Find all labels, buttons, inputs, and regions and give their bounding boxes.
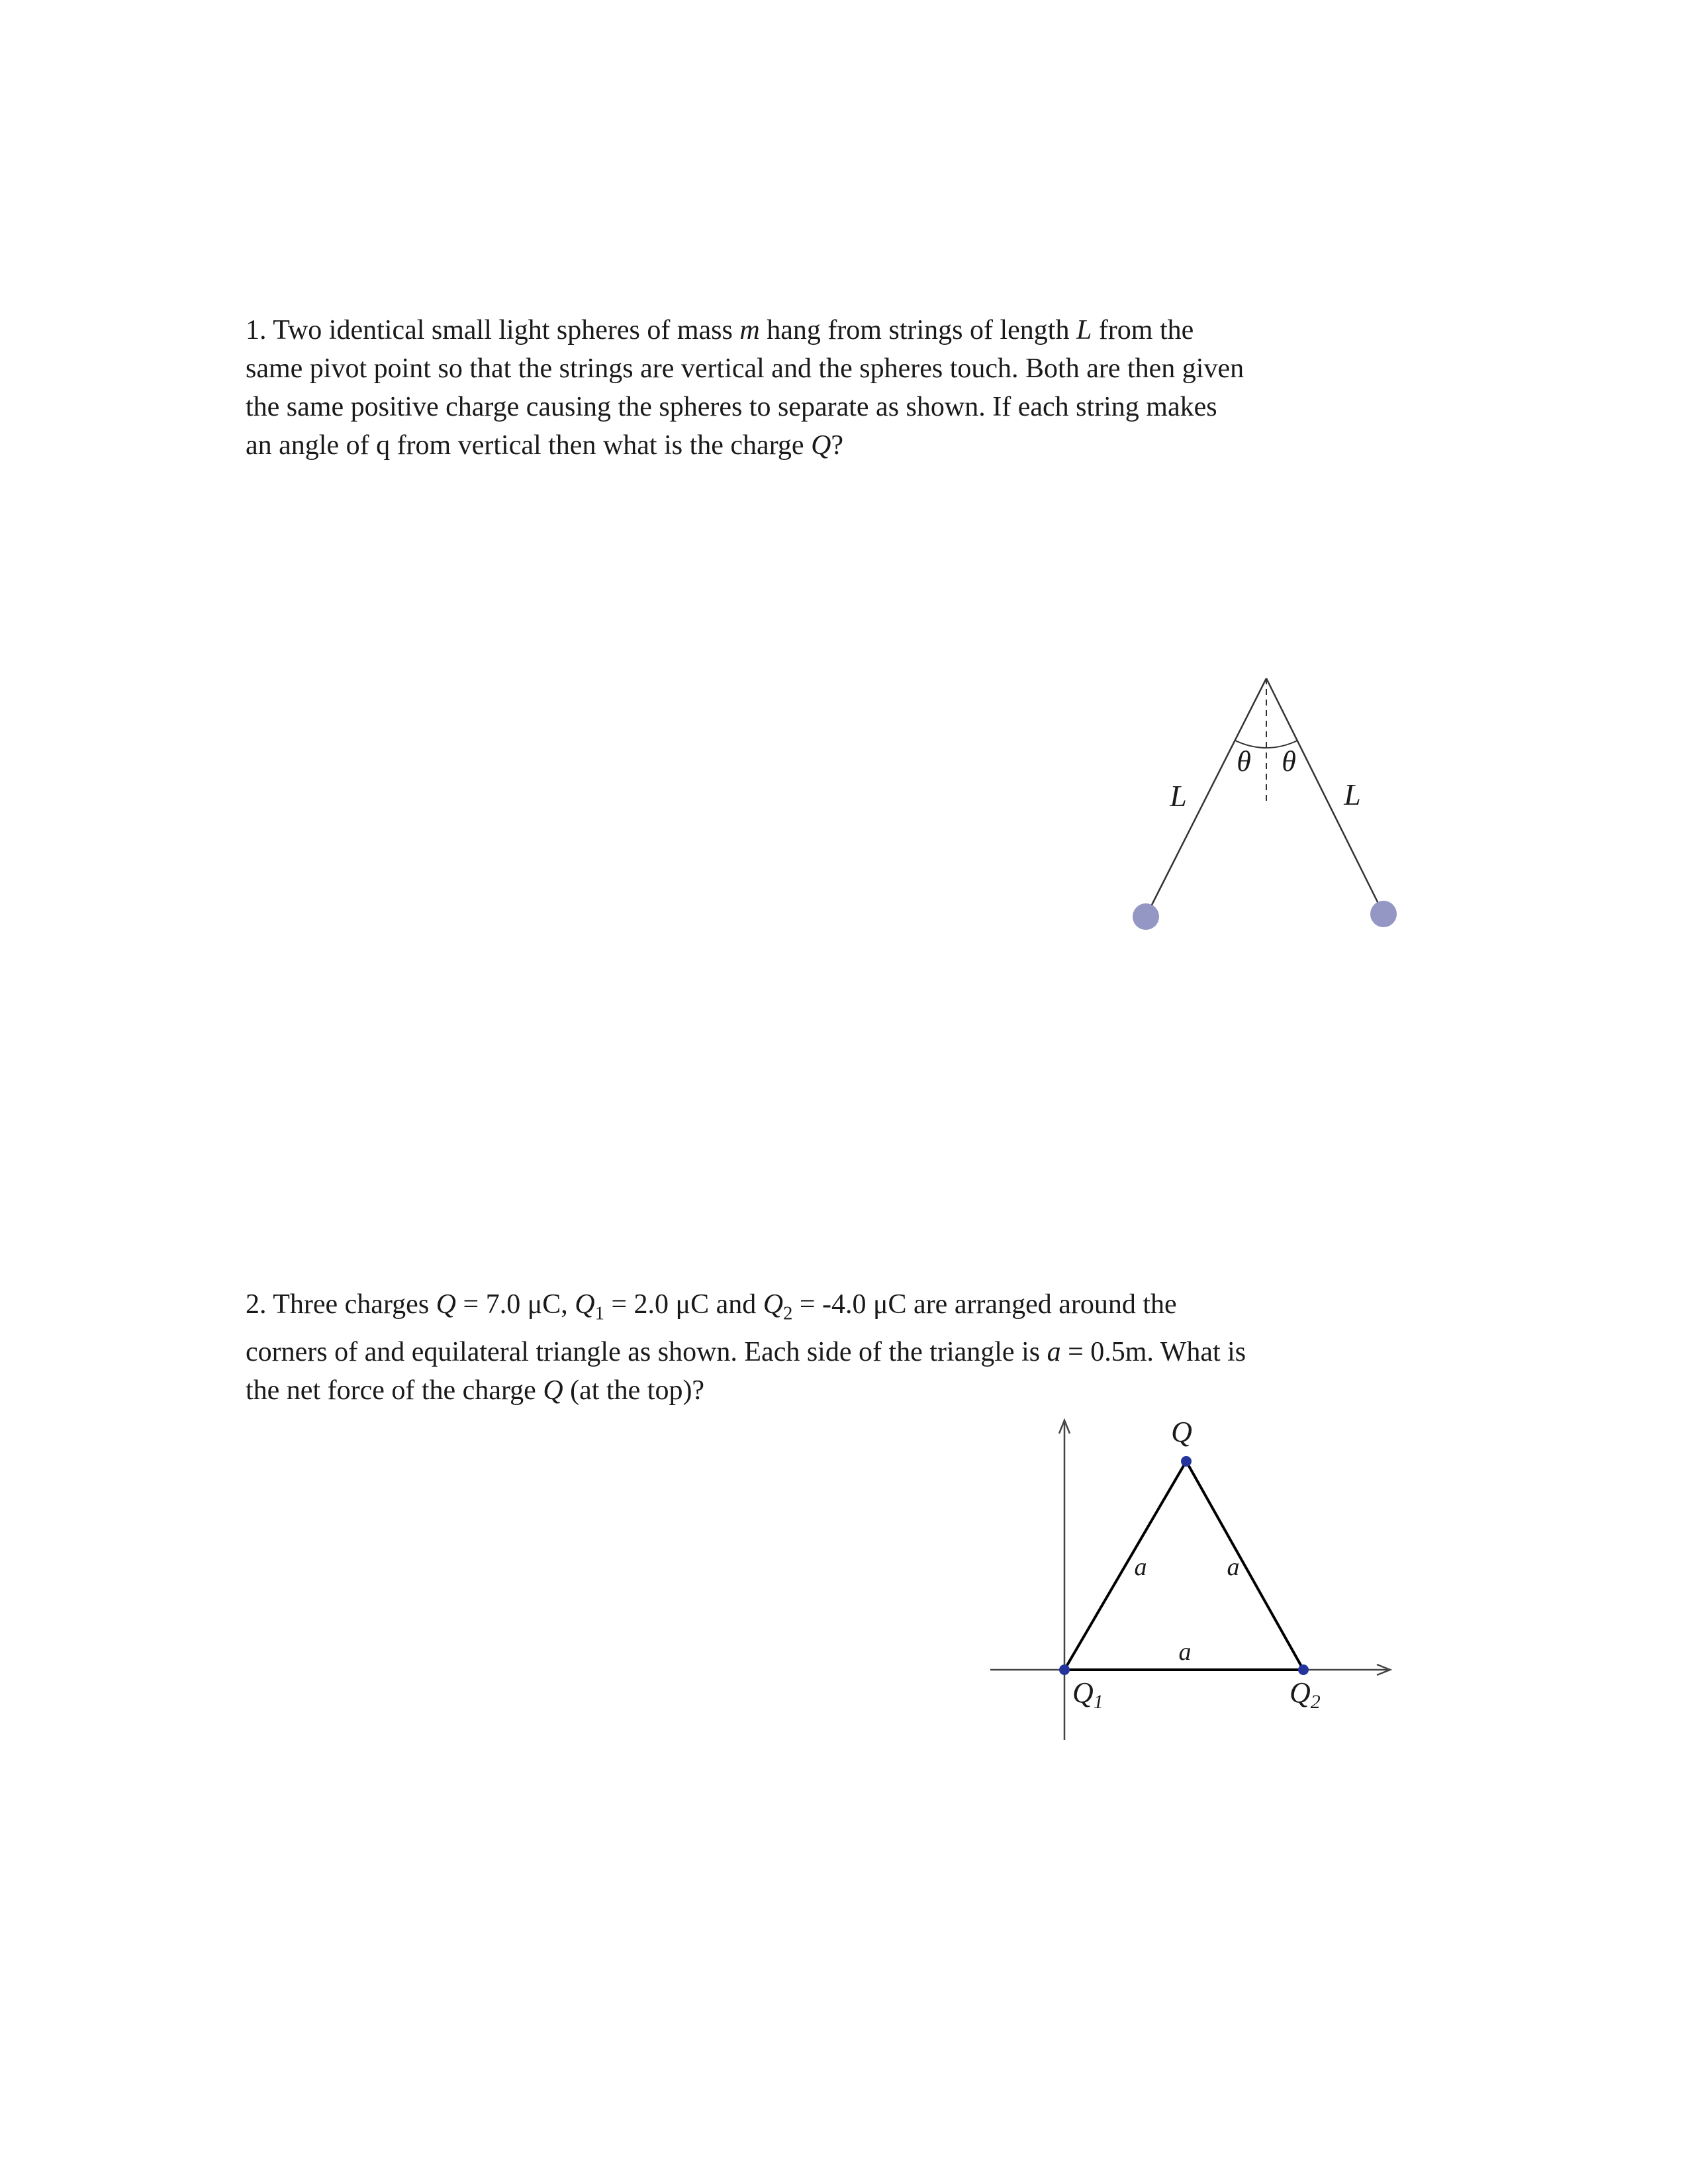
side-label-left: a [1134, 1553, 1147, 1581]
charge-label-top: Q [1171, 1416, 1192, 1448]
charge-label-bottom-left: $Q_1$ [1072, 1676, 1103, 1713]
problem1-text: 1. Two identical small light spheres of mass m hang from strings of length L from the same pivot point so that the strings are vertical and the spheres touch. Both are then given the same positive charge causing the spheres to separate as shown. If each string makes an angle of q from vertical then what is the charge Q? [246, 315, 1244, 461]
charge-point-top [1181, 1456, 1192, 1467]
theta-right-label: θ [1282, 745, 1296, 778]
side-label-right: a [1227, 1553, 1240, 1581]
string-left-line [1146, 678, 1266, 917]
string-right-line [1266, 678, 1383, 914]
charge-point-bottom-right [1298, 1664, 1309, 1675]
side-label-bottom: a [1178, 1638, 1192, 1666]
sphere-left [1133, 903, 1159, 930]
pendulum-diagram [1092, 662, 1423, 946]
charge-label-bottom-right: $Q_2$ [1289, 1676, 1321, 1713]
string-length-right-label: L [1344, 778, 1361, 811]
triangle-diagram [980, 1410, 1417, 1760]
string-length-left-label: L [1170, 779, 1187, 813]
charge-point-bottom-left [1059, 1664, 1070, 1675]
problem2-text: 2. Three charges Q = 7.0 μC, $Q_1 = 2.0$ μC and $Q_2 = -4.0$ μC are arranged around the corners of and equilateral triangle as shown. Each side of the triangle is a = 0.5m. What is the net force of the charge Q (at the top)? [246, 1289, 1246, 1406]
theta-left-label: θ [1237, 745, 1251, 778]
sphere-right [1370, 901, 1397, 927]
